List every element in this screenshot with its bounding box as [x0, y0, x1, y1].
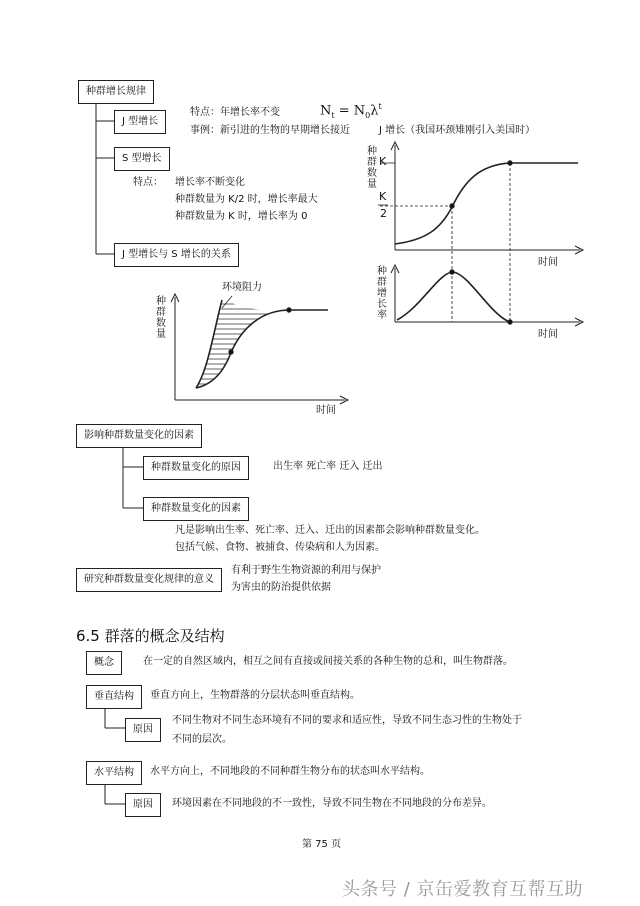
s-type-feature-text: 增长率不断变化 — [175, 177, 245, 188]
relation-label: J 型增长与 S 增长的关系 — [114, 243, 239, 267]
k-label: K — [379, 155, 387, 168]
factors-title: 影响种群数量变化的因素 — [76, 424, 202, 448]
factors-reasons-label: 种群数量变化的原因 — [143, 456, 249, 480]
s-type-label: S 型增长 — [114, 147, 170, 171]
left-chart-ylabel: 种群数量 — [156, 296, 166, 340]
horizontal-reason-label: 原因 — [125, 793, 161, 817]
concept-text: 在一定的自然区域内，相互之间有直接或间接关系的各种生物的总和，叫生物群落。 — [143, 656, 513, 667]
population-growth-title: 种群增长规律 — [78, 80, 154, 104]
horizontal-reason-text: 环境因素在不同地段的不一致性，导致不同生物在不同地段的分布差异。 — [172, 798, 492, 809]
right-top-ylabel: 种群数量 — [367, 146, 377, 190]
watermark: 头条号 / 京缶爱教育互帮互助 — [342, 879, 584, 900]
horizontal-structure-label: 水平结构 — [86, 761, 142, 785]
vertical-reason-1: 不同生物对不同生态环境有不同的要求和适应性，导致不同生态习性的生物处于 — [172, 715, 522, 726]
factors-factors-label: 种群数量变化的因素 — [143, 497, 249, 521]
left-chart-xlabel: 时间 — [316, 405, 336, 416]
factors-reasons-list: 出生率 死亡率 迁入 迁出 — [273, 461, 383, 472]
factors-desc1: 凡是影响出生率、死亡率、迁入、迁出的因素都会影响种群数量变化。 — [175, 525, 485, 536]
left-chart-annotation: 环境阻力 — [222, 282, 262, 293]
j-type-example-tail: J 增长（我国环颈雉刚引入美国时） — [379, 125, 536, 136]
right-top-chart — [378, 142, 583, 322]
s-type-k-half: 种群数量为 K/2 时，增长率最大 — [175, 194, 318, 205]
vertical-reason-2: 不同的层次。 — [172, 734, 232, 745]
vertical-structure-label: 垂直结构 — [86, 685, 142, 709]
vertical-reason-label: 原因 — [125, 718, 161, 742]
community-heading: 6.5 群落的概念及结构 — [76, 627, 225, 645]
j-type-formula: $N_t = N_0\lambda^t$ — [320, 102, 382, 120]
vertical-structure-text: 垂直方向上，生物群落的分层状态叫垂直结构。 — [150, 690, 360, 701]
j-type-label: J 型增长 — [114, 110, 166, 134]
k-half-numerator: K — [379, 190, 387, 203]
page-number: 第 75 页 — [302, 839, 342, 850]
significance-line2: 为害虫的防治提供依据 — [231, 582, 331, 593]
right-bottom-chart — [391, 265, 583, 326]
left-chart — [171, 294, 348, 404]
horizontal-structure-text: 水平方向上，不同地段的不同种群生物分布的状态叫水平结构。 — [150, 766, 430, 777]
right-bottom-ylabel: 种群增长率 — [377, 266, 387, 321]
factors-desc2: 包括气候、食物、被捕食、传染病和人为因素。 — [175, 542, 385, 553]
significance-line1: 有利于野生生物资源的利用与保护 — [231, 565, 381, 576]
significance-label: 研究种群数量变化规律的意义 — [76, 568, 222, 592]
s-type-k-full: 种群数量为 K 时，增长率为 0 — [175, 211, 308, 222]
j-type-feature: 特点：年增长率不变 — [190, 107, 280, 118]
right-bottom-xlabel: 时间 — [538, 329, 558, 340]
s-type-feature-label: 特点： — [133, 177, 163, 188]
k-half-denominator: 2 — [380, 207, 387, 220]
concept-label: 概念 — [86, 651, 122, 675]
right-top-xlabel: 时间 — [538, 257, 558, 268]
j-type-example: 事例：新引进的生物的早期增长接近 — [190, 125, 350, 136]
